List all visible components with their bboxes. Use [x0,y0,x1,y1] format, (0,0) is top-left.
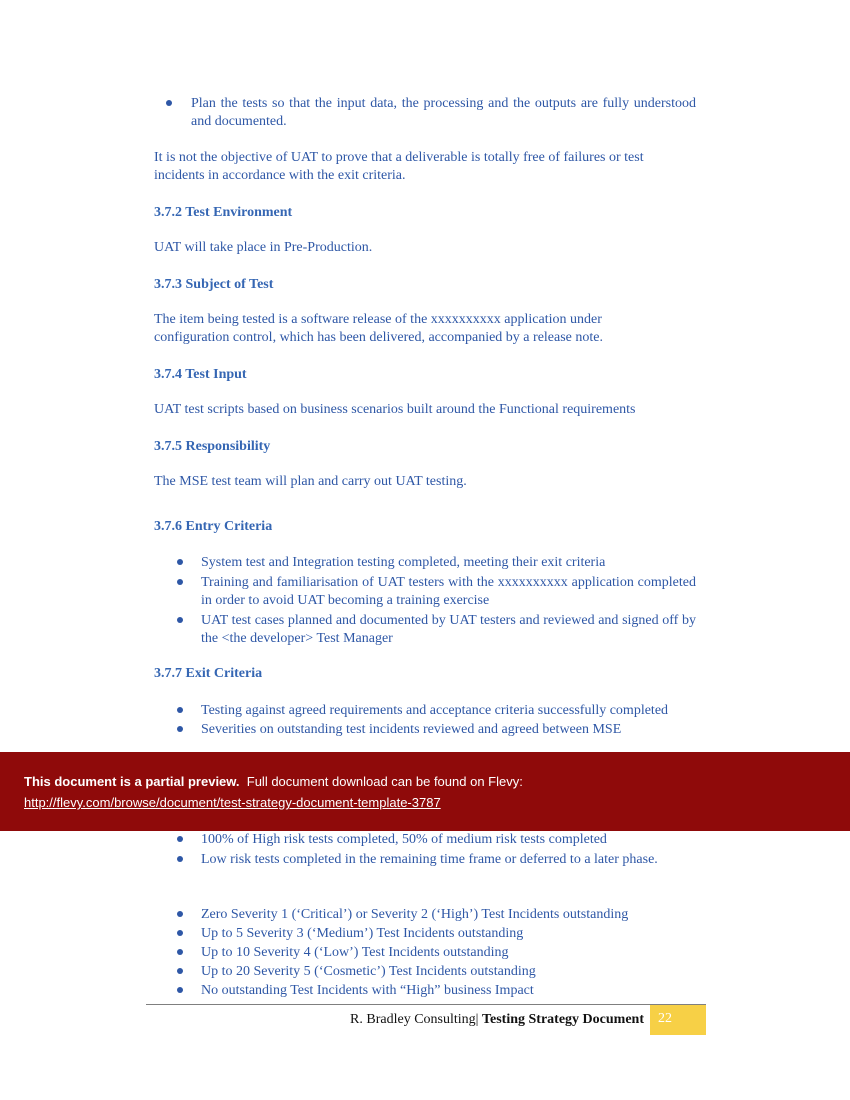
banner-message [24,774,523,789]
heading-entry-criteria: 3.7.6 Entry Criteria [154,519,273,534]
test-environment-body: UAT will take place in Pre-Production. [154,240,373,255]
list-item [201,574,696,610]
exit-criteria-list [201,702,696,739]
list-item-text: Up to 10 Severity 4 (‘Low’) Test Incidents outstanding [201,945,509,960]
intro-bullet-list [191,95,696,131]
flevy-download-link[interactable]: http://flevy.com/browse/document/test-strategy-document-template-3787 [24,795,441,810]
bullet-icon [177,579,183,585]
bullet-icon [177,707,183,713]
list-item [201,831,696,849]
preview-banner [0,752,850,831]
list-item [201,851,696,869]
entry-criteria-list [201,554,696,648]
list-item-text: Testing against agreed requirements and acceptance criteria successfully completed [201,703,669,718]
list-item [191,95,696,131]
page-number-box [650,1005,706,1035]
list-item [201,702,696,720]
list-item [201,906,696,924]
bullet-icon [177,987,183,993]
bullet-icon [177,949,183,955]
banner-text: Full document download can be found on Flevy: [246,774,523,789]
list-item-text: Zero Severity 1 (‘Critical’) or Severity 2 (‘High’) Test Incidents outstanding [201,907,629,922]
bullet-icon [166,100,172,106]
bullet-icon [177,836,183,842]
bullet-icon [177,617,183,623]
list-item-text: No outstanding Test Incidents with “High” business Impact [201,983,534,998]
list-item-text: Severities on outstanding test incidents reviewed and agreed between MSE [201,722,622,737]
footer-divider [146,1004,706,1005]
list-item [201,982,696,1000]
list-item-text: Up to 20 Severity 5 (‘Cosmetic’) Test Incidents outstanding [201,964,536,979]
responsibility-body: The MSE test team will plan and carry out UAT testing. [154,474,467,489]
heading-test-environment: 3.7.2 Test Environment [154,205,293,220]
bullet-icon [177,968,183,974]
heading-subject-of-test: 3.7.3 Subject of Test [154,277,274,292]
footer-document-title: Testing Strategy Document [481,1012,644,1027]
bullet-icon [177,726,183,732]
bullet-icon [177,911,183,917]
bullet-icon [177,559,183,565]
list-item [201,612,696,648]
list-item [201,963,696,981]
objective-paragraph: It is not the objective of UAT to prove that a deliverable is totally free of failures or test incidents in accordance with the exit criteria. [154,150,644,183]
list-item-text: 100% of High risk tests completed, 50% of medium risk tests completed [201,832,607,847]
list-item [201,554,696,572]
list-item [201,944,696,962]
bullet-icon [177,856,183,862]
list-item-text: System test and Integration testing completed, meeting their exit criteria [201,555,606,570]
list-item-text: Low risk tests completed in the remaining time frame or deferred to a later phase. [201,852,658,867]
heading-test-input: 3.7.4 Test Input [154,367,247,382]
test-input-body: UAT test scripts based on business scenarios built around the Functional requirements [154,402,636,417]
heading-responsibility: 3.7.5 Responsibility [154,439,271,454]
bullet-icon [177,930,183,936]
banner-bold-text: This document is a partial preview. [24,774,240,789]
exit-criteria-list-continued [201,831,696,869]
footer-company: R. Bradley Consulting| [350,1012,479,1027]
list-item-text: Training and familiarisation of UAT testers with the xxxxxxxxxx application completed in order to avoid UAT becoming a training exercise [201,575,696,608]
list-item-text: UAT test cases planned and documented by UAT testers and reviewed and signed off by the <the developer> Test Manager [201,613,696,646]
list-item [201,721,696,739]
list-item [201,925,696,943]
list-item-text: Up to 5 Severity 3 (‘Medium’) Test Incidents outstanding [201,926,524,941]
list-item-text: Plan the tests so that the input data, the processing and the outputs are fully understood and documented. [191,96,696,129]
footer-text [260,1011,644,1029]
severity-criteria-list [201,906,696,1000]
page-number: 22 [658,1011,672,1026]
subject-of-test-body: The item being tested is a software release of the xxxxxxxxxx application under configuration control, which has been delivered, accompanied by a release note. [154,312,603,345]
heading-exit-criteria: 3.7.7 Exit Criteria [154,666,263,681]
